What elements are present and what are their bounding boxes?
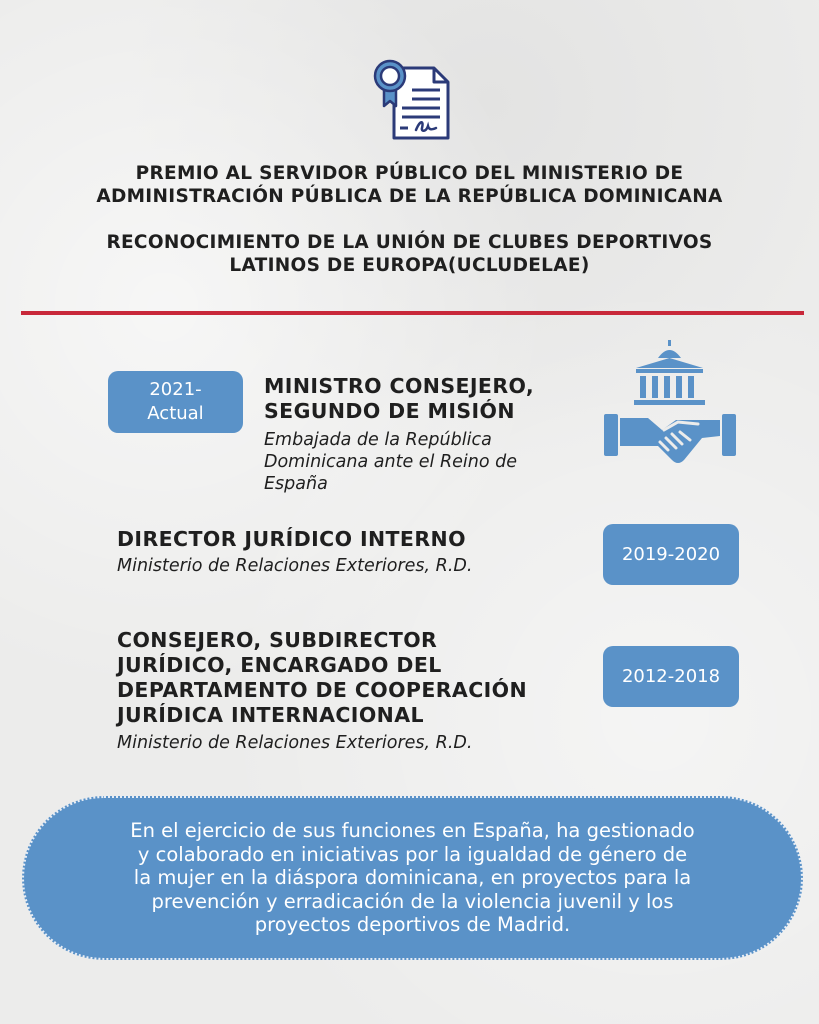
role-1-org-line-1: Embajada de la República — [264, 430, 492, 450]
period-badge-1 — [108, 371, 243, 433]
summary-line-4: prevención y erradicación de la violencia juvenil y los — [151, 889, 674, 913]
role-org-3: Ministerio de Relaciones Exteriores, R.D. — [117, 733, 473, 753]
role-org-2: Ministerio de Relaciones Exteriores, R.D. — [117, 556, 473, 576]
role-3-title-line-2: JURÍDICO, ENCARGADO DEL — [117, 653, 442, 677]
role-1-org-line-3: España — [264, 474, 328, 494]
role-title-3 — [117, 628, 597, 728]
summary-line-3: la mujer en la diáspora dominicana, en proyectos para la — [133, 866, 692, 890]
role-3-title-line-1: CONSEJERO, SUBDIRECTOR — [117, 628, 438, 652]
role-title-1 — [264, 374, 594, 424]
role-1-title-line-1: MINISTRO CONSEJERO, — [264, 374, 535, 398]
role-3-title-line-3: DEPARTAMENTO DE COOPERACIÓN — [117, 678, 528, 702]
award-1-line-2: ADMINISTRACIÓN PÚBLICA DE LA REPÚBLICA DOMINICANA — [96, 186, 723, 207]
role-org-1 — [264, 429, 599, 495]
role-1-org-line-2: Dominicana ante el Reino de — [264, 452, 517, 472]
summary-text — [53, 819, 773, 937]
summary-box — [22, 796, 803, 960]
section-divider — [21, 311, 804, 315]
role-3-title-line-4: JURÍDICA INTERNACIONAL — [117, 703, 424, 727]
award-2-line-1: RECONOCIMIENTO DE LA UNIÓN DE CLUBES DEPORTIVOS — [106, 232, 713, 253]
summary-line-2: y colaborado en iniciativas por la igualdad de género de — [137, 842, 688, 866]
certificate-document-icon — [372, 56, 452, 142]
period-badge-2 — [603, 524, 739, 585]
period-badge-1-line-2: Actual — [147, 403, 204, 424]
role-title-2: DIRECTOR JURÍDICO INTERNO — [117, 527, 466, 551]
role-1-title-line-2: SEGUNDO DE MISIÓN — [264, 399, 515, 423]
period-badge-3-text: 2012-2018 — [621, 666, 721, 687]
period-badge-1-line-1: 2021- — [149, 379, 202, 400]
period-badge-3 — [603, 646, 739, 707]
award-2-line-2: LATINOS DE EUROPA(UCLUDELAE) — [229, 255, 590, 276]
award-title-2 — [0, 231, 819, 277]
award-title-1 — [0, 162, 819, 208]
award-1-line-1: PREMIO AL SERVIDOR PÚBLICO DEL MINISTERIO DE — [135, 163, 684, 184]
summary-line-1: En el ejercicio de sus funciones en España, ha gestionado — [130, 819, 695, 843]
summary-line-5: proyectos deportivos de Madrid. — [254, 913, 571, 937]
government-handshake-icon — [602, 338, 738, 474]
period-badge-2-text: 2019-2020 — [621, 544, 721, 565]
